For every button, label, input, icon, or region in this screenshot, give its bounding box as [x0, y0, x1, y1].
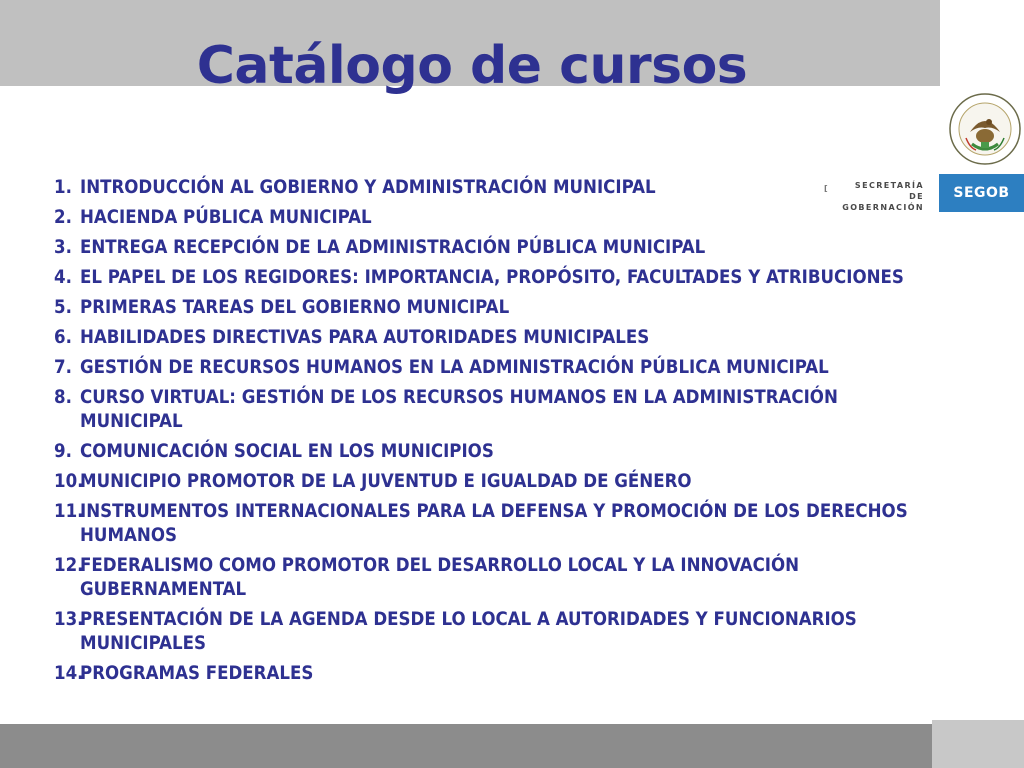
course-title: COMUNICACIÓN SOCIAL EN LOS MUNICIPIOS — [80, 441, 494, 462]
list-item — [54, 326, 914, 350]
item-number: 1. — [54, 177, 72, 198]
item-number: 13. — [54, 609, 84, 630]
list-item — [54, 206, 914, 230]
item-number: 7. — [54, 357, 72, 378]
course-title: PROGRAMAS FEDERALES — [80, 663, 314, 684]
segob-label: SEGOB — [953, 185, 1010, 201]
item-number: 14. — [54, 663, 84, 684]
item-number: 8. — [54, 387, 72, 408]
item-number: 3. — [54, 237, 72, 258]
list-item — [54, 662, 914, 686]
course-title: HABILIDADES DIRECTIVAS PARA AUTORIDADES MUNICIPALES — [80, 327, 650, 348]
item-number: 10. — [54, 471, 84, 492]
course-title: CURSO VIRTUAL: GESTIÓN DE LOS RECURSOS HUMANOS EN LA ADMINISTRACIÓN MUNICIPAL — [80, 387, 838, 432]
course-title: GESTIÓN DE RECURSOS HUMANOS EN LA ADMINISTRACIÓN PÚBLICA MUNICIPAL — [80, 357, 829, 378]
course-list — [54, 176, 914, 692]
list-item — [54, 554, 914, 602]
course-title: MUNICIPIO PROMOTOR DE LA JUVENTUD E IGUALDAD DE GÉNERO — [80, 471, 692, 492]
list-item — [54, 386, 914, 434]
list-item — [54, 176, 914, 200]
course-title: EL PAPEL DE LOS REGIDORES: IMPORTANCIA, PROPÓSITO, FACULTADES Y ATRIBUCIONES — [80, 267, 904, 288]
item-number: 11. — [54, 501, 84, 522]
list-item — [54, 356, 914, 380]
footer-corner — [932, 720, 1024, 768]
item-number: 9. — [54, 441, 72, 462]
item-number: 4. — [54, 267, 72, 288]
item-number: 12. — [54, 555, 84, 576]
item-number: 2. — [54, 207, 72, 228]
course-title: PRESENTACIÓN DE LA AGENDA DESDE LO LOCAL A AUTORIDADES Y FUNCIONARIOS MUNICIPALES — [80, 609, 857, 654]
list-item — [54, 500, 914, 548]
list-item — [54, 266, 914, 290]
course-title: HACIENDA PÚBLICA MUNICIPAL — [80, 207, 372, 228]
segob-badge — [939, 174, 1024, 212]
divider-mark: [ — [824, 184, 830, 193]
list-item — [54, 296, 914, 320]
secretaria-line2: DE GOBERNACIÓN — [842, 192, 924, 212]
list-item — [54, 236, 914, 260]
mexican-seal-icon — [948, 92, 1022, 166]
item-number: 6. — [54, 327, 72, 348]
course-title: INSTRUMENTOS INTERNACIONALES PARA LA DEFENSA Y PROMOCIÓN DE LOS DERECHOS HUMANOS — [80, 501, 908, 546]
secretaria-line1: SECRETARÍA — [854, 181, 924, 190]
list-item — [54, 608, 914, 656]
slide-title: Catálogo de cursos — [196, 36, 748, 96]
footer-band — [0, 724, 932, 768]
course-title: INTRODUCCIÓN AL GOBIERNO Y ADMINISTRACIÓN MUNICIPAL — [80, 177, 656, 198]
course-title: FEDERALISMO COMO PROMOTOR DEL DESARROLLO LOCAL Y LA INNOVACIÓN GUBERNAMENTAL — [80, 555, 800, 600]
course-title: ENTREGA RECEPCIÓN DE LA ADMINISTRACIÓN PÚBLICA MUNICIPAL — [80, 237, 706, 258]
list-item — [54, 470, 914, 494]
item-number: 5. — [54, 297, 72, 318]
list-item — [54, 440, 914, 464]
course-title: PRIMERAS TAREAS DEL GOBIERNO MUNICIPAL — [80, 297, 510, 318]
